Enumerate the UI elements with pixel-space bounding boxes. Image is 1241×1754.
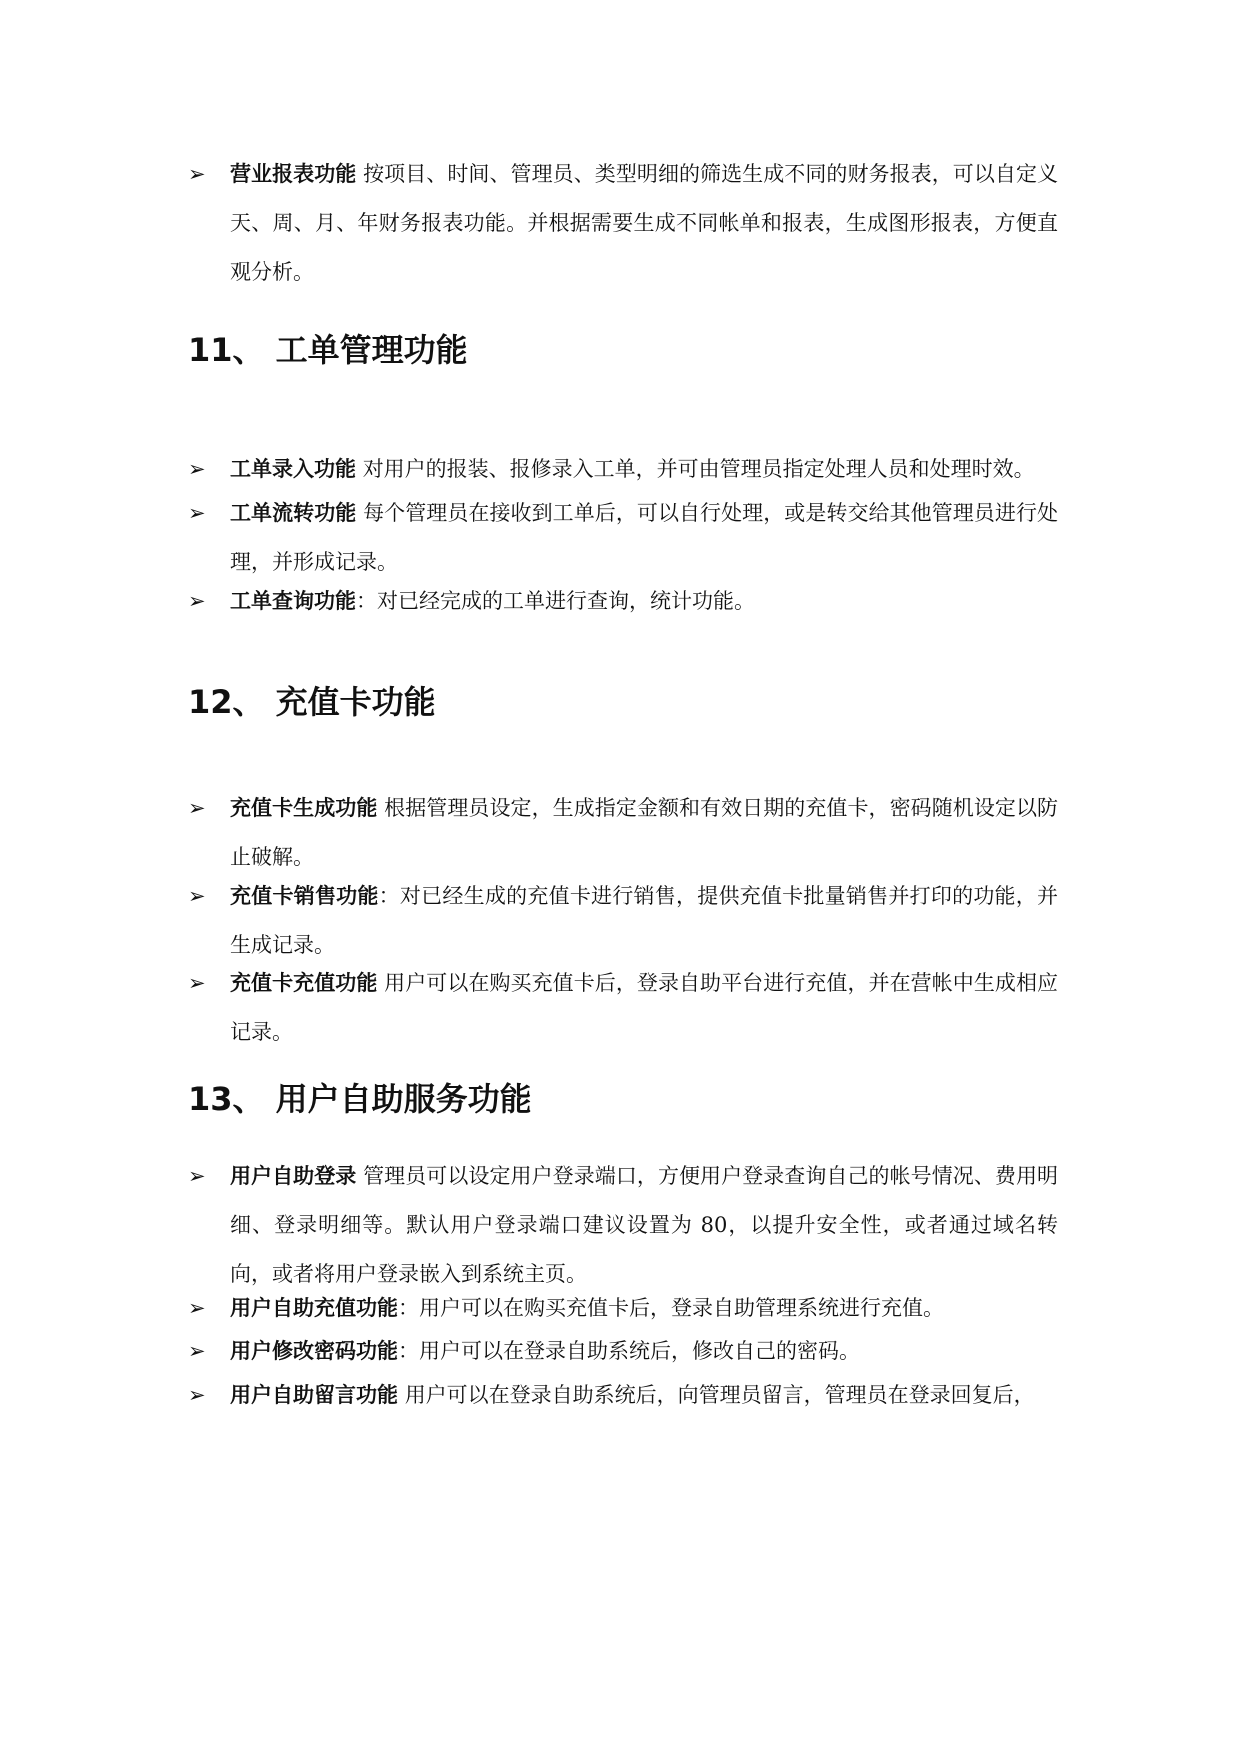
bullet-item-ticket-query [188, 577, 1058, 626]
bullet-text [188, 445, 1058, 494]
bullet-text [188, 489, 1058, 587]
bullet-body: 用户可以在登录自助系统后，向管理员留言，管理员在登录回复后， [404, 1383, 1035, 1407]
bullet-title: 用户修改密码功能 [230, 1339, 398, 1363]
bullet-text [188, 784, 1058, 882]
bullet-text [188, 1327, 1058, 1376]
arrow-bullet-icon: ➢ [188, 457, 206, 481]
bullet-item-self-login [188, 1152, 1058, 1299]
bullet-text [188, 577, 1058, 626]
bullet-text [188, 959, 1058, 1057]
bullet-body: 每个管理员在接收到工单后，可以自行处理，或是转交给其他管理员进行处理，并形成记录。 [230, 501, 1059, 574]
bullet-separator: ： [378, 884, 400, 908]
bullet-text [188, 1152, 1058, 1299]
section-heading-11: 11、 工单管理功能 [188, 331, 468, 369]
bullet-item-ticket-entry [188, 445, 1058, 494]
bullet-item-business-report [188, 150, 1058, 297]
arrow-bullet-icon: ➢ [188, 589, 206, 613]
bullet-body: 对已经完成的工单进行查询，统计功能。 [377, 589, 755, 613]
arrow-bullet-icon: ➢ [188, 1164, 206, 1188]
bullet-body: 管理员可以设定用户登录端口，方便用户登录查询自己的帐号情况、费用明细、登录明细等。默认用户登录端口建议设置为 80，以提升安全性，或者通过域名转向，或者将用户登录嵌入到系统主页。 [230, 1164, 1059, 1286]
bullet-item-ticket-flow [188, 489, 1058, 587]
bullet-separator: ： [356, 589, 377, 613]
arrow-bullet-icon: ➢ [188, 162, 206, 186]
bullet-separator: ： [398, 1339, 419, 1363]
bullet-text [188, 1284, 1058, 1333]
arrow-bullet-icon: ➢ [188, 1296, 206, 1320]
bullet-body: 对已经生成的充值卡进行销售，提供充值卡批量销售并打印的功能，并生成记录。 [230, 884, 1059, 957]
section-heading-12: 12、 充值卡功能 [188, 683, 436, 721]
bullet-body: 用户可以在购买充值卡后，登录自助平台进行充值，并在营帐中生成相应记录。 [230, 971, 1059, 1044]
bullet-text [188, 872, 1058, 970]
bullet-text [188, 150, 1058, 297]
bullet-title: 工单流转功能 [230, 501, 357, 525]
bullet-body: 按项目、时间、管理员、类型明细的筛选生成不同的财务报表，可以自定义天、周、月、年财务报表功能。并根据需要生成不同帐单和报表，生成图形报表，方便直观分析。 [230, 162, 1059, 284]
arrow-bullet-icon: ➢ [188, 1383, 206, 1407]
bullet-separator: ： [398, 1296, 419, 1320]
bullet-title: 充值卡生成功能 [230, 796, 378, 820]
bullet-title: 用户自助留言功能 [230, 1383, 398, 1407]
bullet-title: 营业报表功能 [230, 162, 357, 186]
bullet-title: 充值卡充值功能 [230, 971, 378, 995]
bullet-item-self-recharge [188, 1284, 1058, 1333]
bullet-item-self-message [188, 1371, 1058, 1420]
bullet-item-card-generate [188, 784, 1058, 882]
bullet-item-card-sales [188, 872, 1058, 970]
bullet-body: 对用户的报装、报修录入工单，并可由管理员指定处理人员和处理时效。 [362, 457, 1035, 481]
bullet-title: 充值卡销售功能 [230, 884, 379, 908]
bullet-text [188, 1371, 1058, 1420]
bullet-title: 用户自助登录 [230, 1164, 357, 1188]
arrow-bullet-icon: ➢ [188, 971, 206, 995]
bullet-item-change-password [188, 1327, 1058, 1376]
section-heading-13: 13、 用户自助服务功能 [188, 1080, 532, 1118]
bullet-body: 用户可以在登录自助系统后，修改自己的密码。 [419, 1339, 860, 1363]
arrow-bullet-icon: ➢ [188, 884, 206, 908]
bullet-item-card-recharge [188, 959, 1058, 1057]
bullet-body: 根据管理员设定，生成指定金额和有效日期的充值卡，密码随机设定以防止破解。 [230, 796, 1059, 869]
arrow-bullet-icon: ➢ [188, 796, 206, 820]
arrow-bullet-icon: ➢ [188, 501, 206, 525]
bullet-title: 用户自助充值功能 [230, 1296, 398, 1320]
arrow-bullet-icon: ➢ [188, 1339, 206, 1363]
bullet-body: 用户可以在购买充值卡后，登录自助管理系统进行充值。 [419, 1296, 944, 1320]
bullet-title: 工单查询功能 [230, 589, 356, 613]
bullet-title: 工单录入功能 [230, 457, 356, 481]
